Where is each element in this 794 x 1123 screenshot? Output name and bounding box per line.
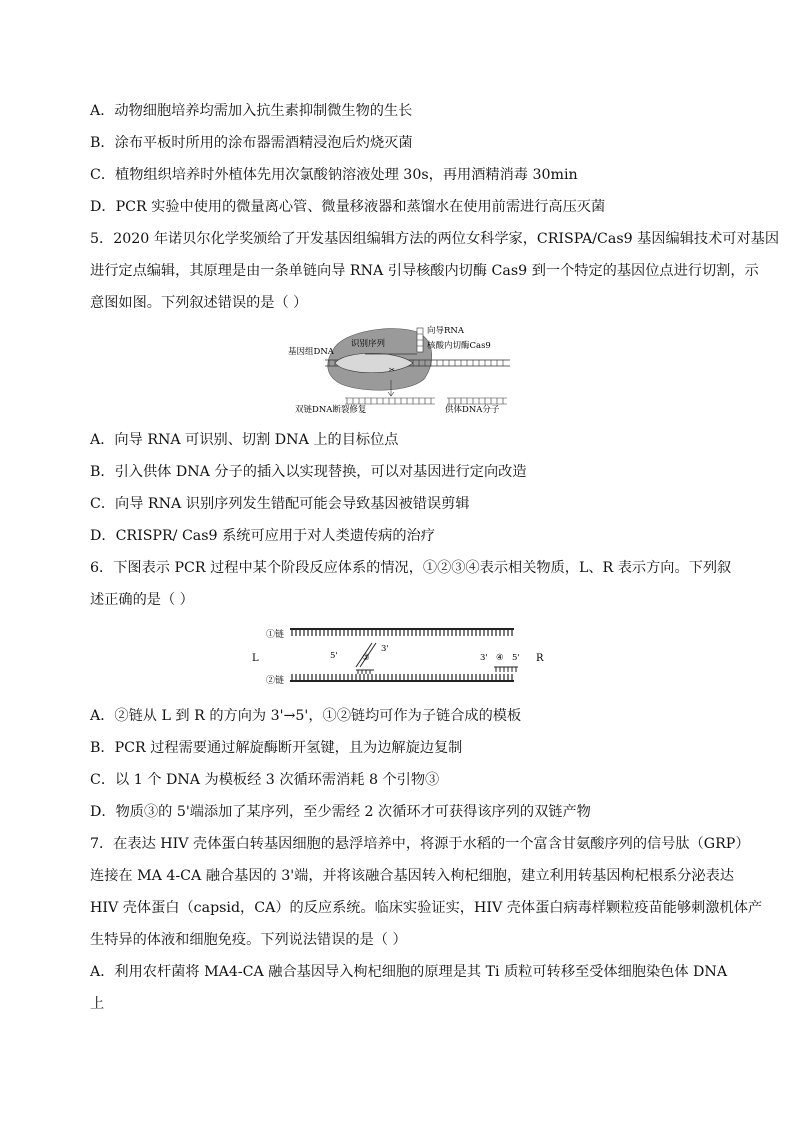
q6-option-d[interactable]: D．物质③的 5'端添加了某序列，至少需经 2 次循环才可获得该序列的双链产物 — [90, 804, 591, 820]
q5-option-b[interactable]: B．引入供体 DNA 分子的插入以实现替换，可以对基因进行定向改造 — [90, 464, 527, 480]
label-mark4: ④ — [496, 653, 504, 663]
q7-option-a-continued: 上 — [90, 996, 105, 1012]
label-mark3: ③ — [362, 653, 370, 663]
label-cas9: 核酸内切酶Cas9 — [427, 341, 491, 351]
label-3prime-b: 3' — [480, 653, 488, 663]
crispr-diagram — [285, 322, 515, 414]
q5-stem-line-2: 进行定点编辑，其原理是由一条单链向导 RNA 引导核酸内切酶 Cas9 到一个特定的基因位点进行切割，示 — [90, 263, 759, 279]
pcr-diagram — [248, 623, 548, 687]
q6-stem-line-1: 6．下图表示 PCR 过程中某个阶段反应体系的情况，①②③④表示相关物质，L、R 表示方向。下列叙 — [90, 560, 732, 576]
q6-option-c[interactable]: C．以 1 个 DNA 为模板经 3 次循环需消耗 8 个引物③ — [90, 772, 440, 788]
label-recognition: 识别序列 — [351, 339, 386, 349]
q7-stem-line-2: 连接在 MA 4-CA 融合基因的 3'端，并将该融合基因转入枸杞细胞，建立利用转基因枸杞根系分泌表达 — [90, 868, 734, 884]
q7-stem-line-4: 生特异的体液和细胞免疫。下列说法错误的是（ ） — [90, 932, 407, 948]
q4-option-b[interactable]: B．涂布平板时所用的涂布器需酒精浸泡后灼烧灭菌 — [90, 135, 413, 151]
label-genome-dna: 基因组DNA — [288, 347, 334, 357]
label-3prime-a: 3' — [381, 644, 389, 654]
q6-option-b[interactable]: B．PCR 过程需要通过解旋酶断开氢键，且为边解旋边复制 — [90, 740, 463, 756]
q5-option-a[interactable]: A．向导 RNA 可识别、切割 DNA 上的目标位点 — [90, 432, 399, 448]
q5-option-c[interactable]: C．向导 RNA 识别序列发生错配可能会导致基因被错误剪辑 — [90, 496, 470, 512]
label-5prime-a: 5' — [330, 651, 338, 661]
q7-option-a[interactable]: A．利用农杆菌将 MA4-CA 融合基因导入枸杞细胞的原理是其 Ti 质粒可转移至受体细胞染色体 DNA — [90, 964, 728, 980]
repaired-dna — [345, 398, 507, 404]
q4-option-c[interactable]: C．植物组织培养时外植体先用次氯酸钠溶液处理 30s，再用酒精消毒 30min — [90, 167, 578, 183]
label-donor: 供体DNA分子 — [445, 405, 500, 414]
label-strand2: ②链 — [266, 676, 285, 686]
label-guide-rna: 向导RNA — [427, 326, 464, 336]
cut-mark-icon: ✂ — [389, 366, 395, 374]
strand2-comb — [290, 674, 514, 681]
label-right: R — [536, 653, 544, 664]
q5-stem-line-1: 5．2020 年诺贝尔化学奖颁给了开发基因组编辑方法的两位女科学家，CRISPA/Cas9 基因编辑技术可对基因 — [90, 231, 780, 247]
q4-option-d[interactable]: D．PCR 实验中使用的微量离心管、微量移液器和蒸馏水在使用前需进行高压灭菌 — [90, 199, 606, 215]
strand1-comb — [290, 629, 514, 636]
q7-stem-line-1: 7．在表达 HIV 壳体蛋白转基因细胞的悬浮培养中，将源于水稻的一个富含甘氨酸序列的信号肽（GRP） — [90, 836, 750, 852]
label-left: L — [252, 653, 259, 664]
primer4 — [494, 667, 518, 672]
label-strand1: ①链 — [266, 630, 285, 640]
q4-option-a[interactable]: A．动物细胞培养均需加入抗生素抑制微生物的生长 — [90, 103, 413, 119]
q6-stem-line-2: 述正确的是（ ） — [90, 592, 194, 608]
q5-option-d[interactable]: D．CRISPR/ Cas9 系统可应用于对人类遗传病的治疗 — [90, 528, 435, 544]
q6-option-a[interactable]: A．②链从 L 到 R 的方向为 3'→5'，①②链均可作为子链合成的模板 — [90, 708, 522, 724]
label-repair: 双链DNA断裂修复 — [295, 405, 367, 414]
q5-stem-line-3: 意图如图。下列叙述错误的是（ ） — [90, 295, 308, 311]
label-5prime-b: 5' — [512, 653, 520, 663]
q7-stem-line-3: HIV 壳体蛋白（capsid，CA）的反应系统。临床实验证实，HIV 壳体蛋白病毒样颗粒疫苗能够刺激机体产 — [90, 900, 763, 916]
